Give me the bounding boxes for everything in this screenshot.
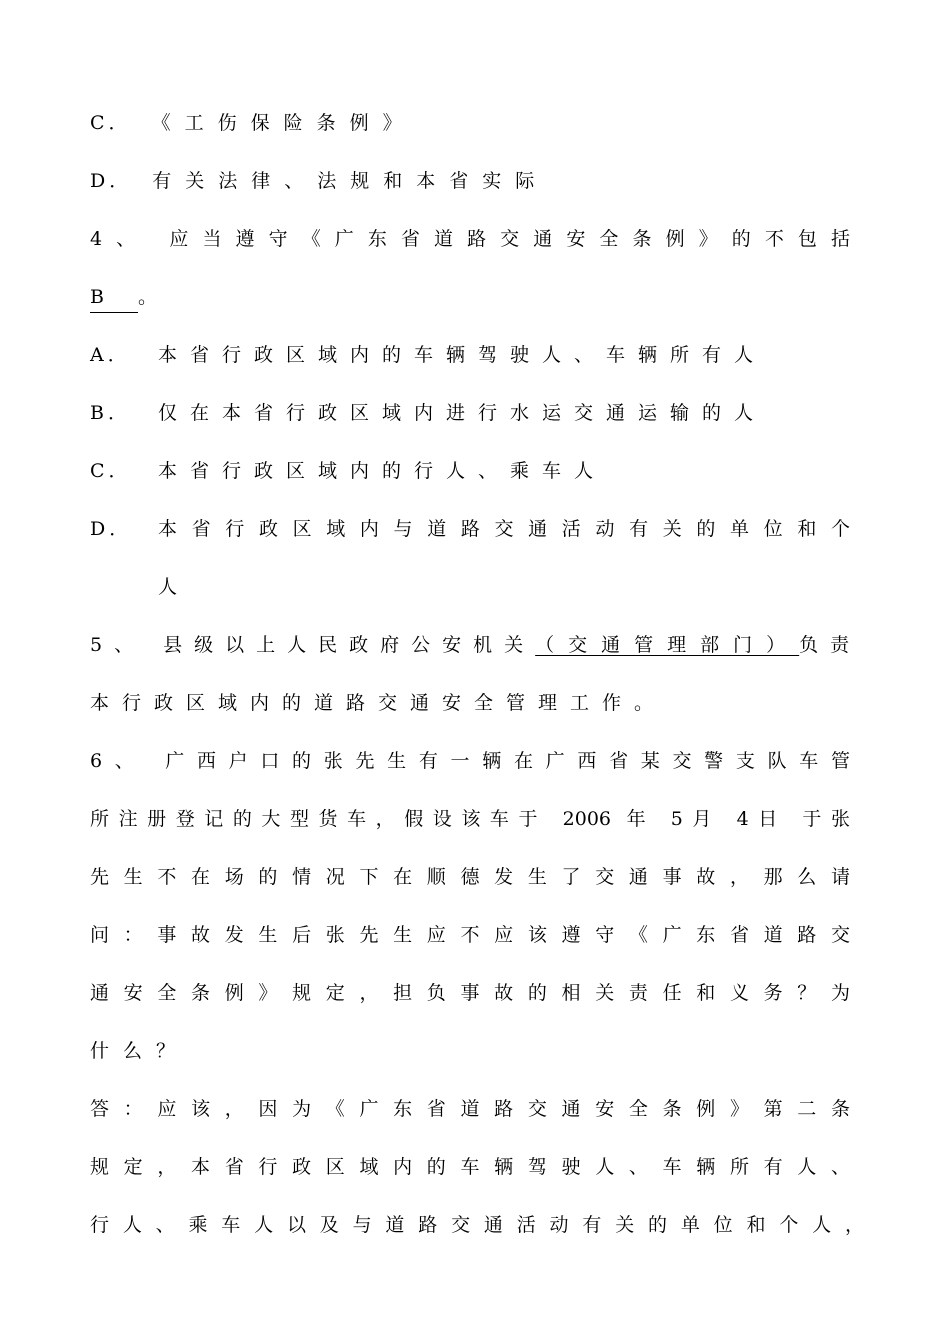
option-text: 《工伤保险条例》 <box>151 112 416 134</box>
q4-answer-line <box>90 282 850 312</box>
q4-stem-end: 。 <box>138 286 158 308</box>
q5-stem <box>90 630 862 660</box>
q4-option-d-text: 本省行政区域内与道路交通活动有关的单位和个 <box>158 518 850 540</box>
q6-line-5: 通安全条例》规定，担负事故的相关责任和义务？为 <box>90 982 850 1004</box>
q5-suffix: 负责 <box>799 634 862 656</box>
q4-option-a-text: 本省行政区域内的车辆驾驶人、车辆所有人 <box>158 344 767 366</box>
q4-answer-blank: B <box>90 282 138 313</box>
q5-answer-blank: （交通管理部门） <box>535 634 800 656</box>
q6-answer-line-2: 规定，本省行政区域内的车辆驾驶人、车辆所有人、 <box>90 1156 850 1178</box>
q4-option-c-text: 本省行政区域内的行人、乘车人 <box>158 460 607 482</box>
q6-line-1: 6、 广西户口的张先生有一辆在广西省某交警支队车管 <box>90 750 850 772</box>
q4-option-d-continuation: 人 <box>158 576 191 598</box>
option-marker: D． <box>90 170 133 192</box>
q4-stem: 4、 应当遵守《广东省道路交通安全条例》的不包括 <box>90 228 850 250</box>
q6-line-2: 所注册登记的大型货车，假设该车于 2006 年 5月 4日 于张 <box>90 808 850 830</box>
q6-line-4: 问：事故发生后张先生应不应该遵守《广东省道路交 <box>90 924 850 946</box>
q6-answer-line-1: 答：应该，因为《广东省道路交通安全条例》第二条 <box>90 1098 850 1120</box>
q6-line-3: 先生不在场的情况下在顺德发生了交通事故，那么请 <box>90 866 850 888</box>
q5-prefix: 5、 县级以上人民政府公安机关 <box>90 634 536 656</box>
q3-option-d <box>90 166 850 196</box>
q5-line-2: 本行政区域内的道路交通安全管理工作。 <box>90 692 667 714</box>
q6-answer-line-3: 行人、乘车人以及与道路交通活动有关的单位和个人， <box>90 1214 864 1236</box>
q6-line-6: 什么？ <box>90 1040 190 1062</box>
q4-option-b-marker: B． <box>90 402 131 424</box>
option-text: 有关法律、法规和本省实际 <box>152 170 549 192</box>
q4-option-a-marker: A． <box>90 344 131 366</box>
q4-option-d-marker: D． <box>90 518 133 540</box>
option-marker: C． <box>90 112 132 134</box>
q4-option-c-marker: C． <box>90 460 132 482</box>
q3-option-c <box>90 108 850 138</box>
q4-option-b-text: 仅在本省行政区域内进行水运交通运输的人 <box>158 402 767 424</box>
